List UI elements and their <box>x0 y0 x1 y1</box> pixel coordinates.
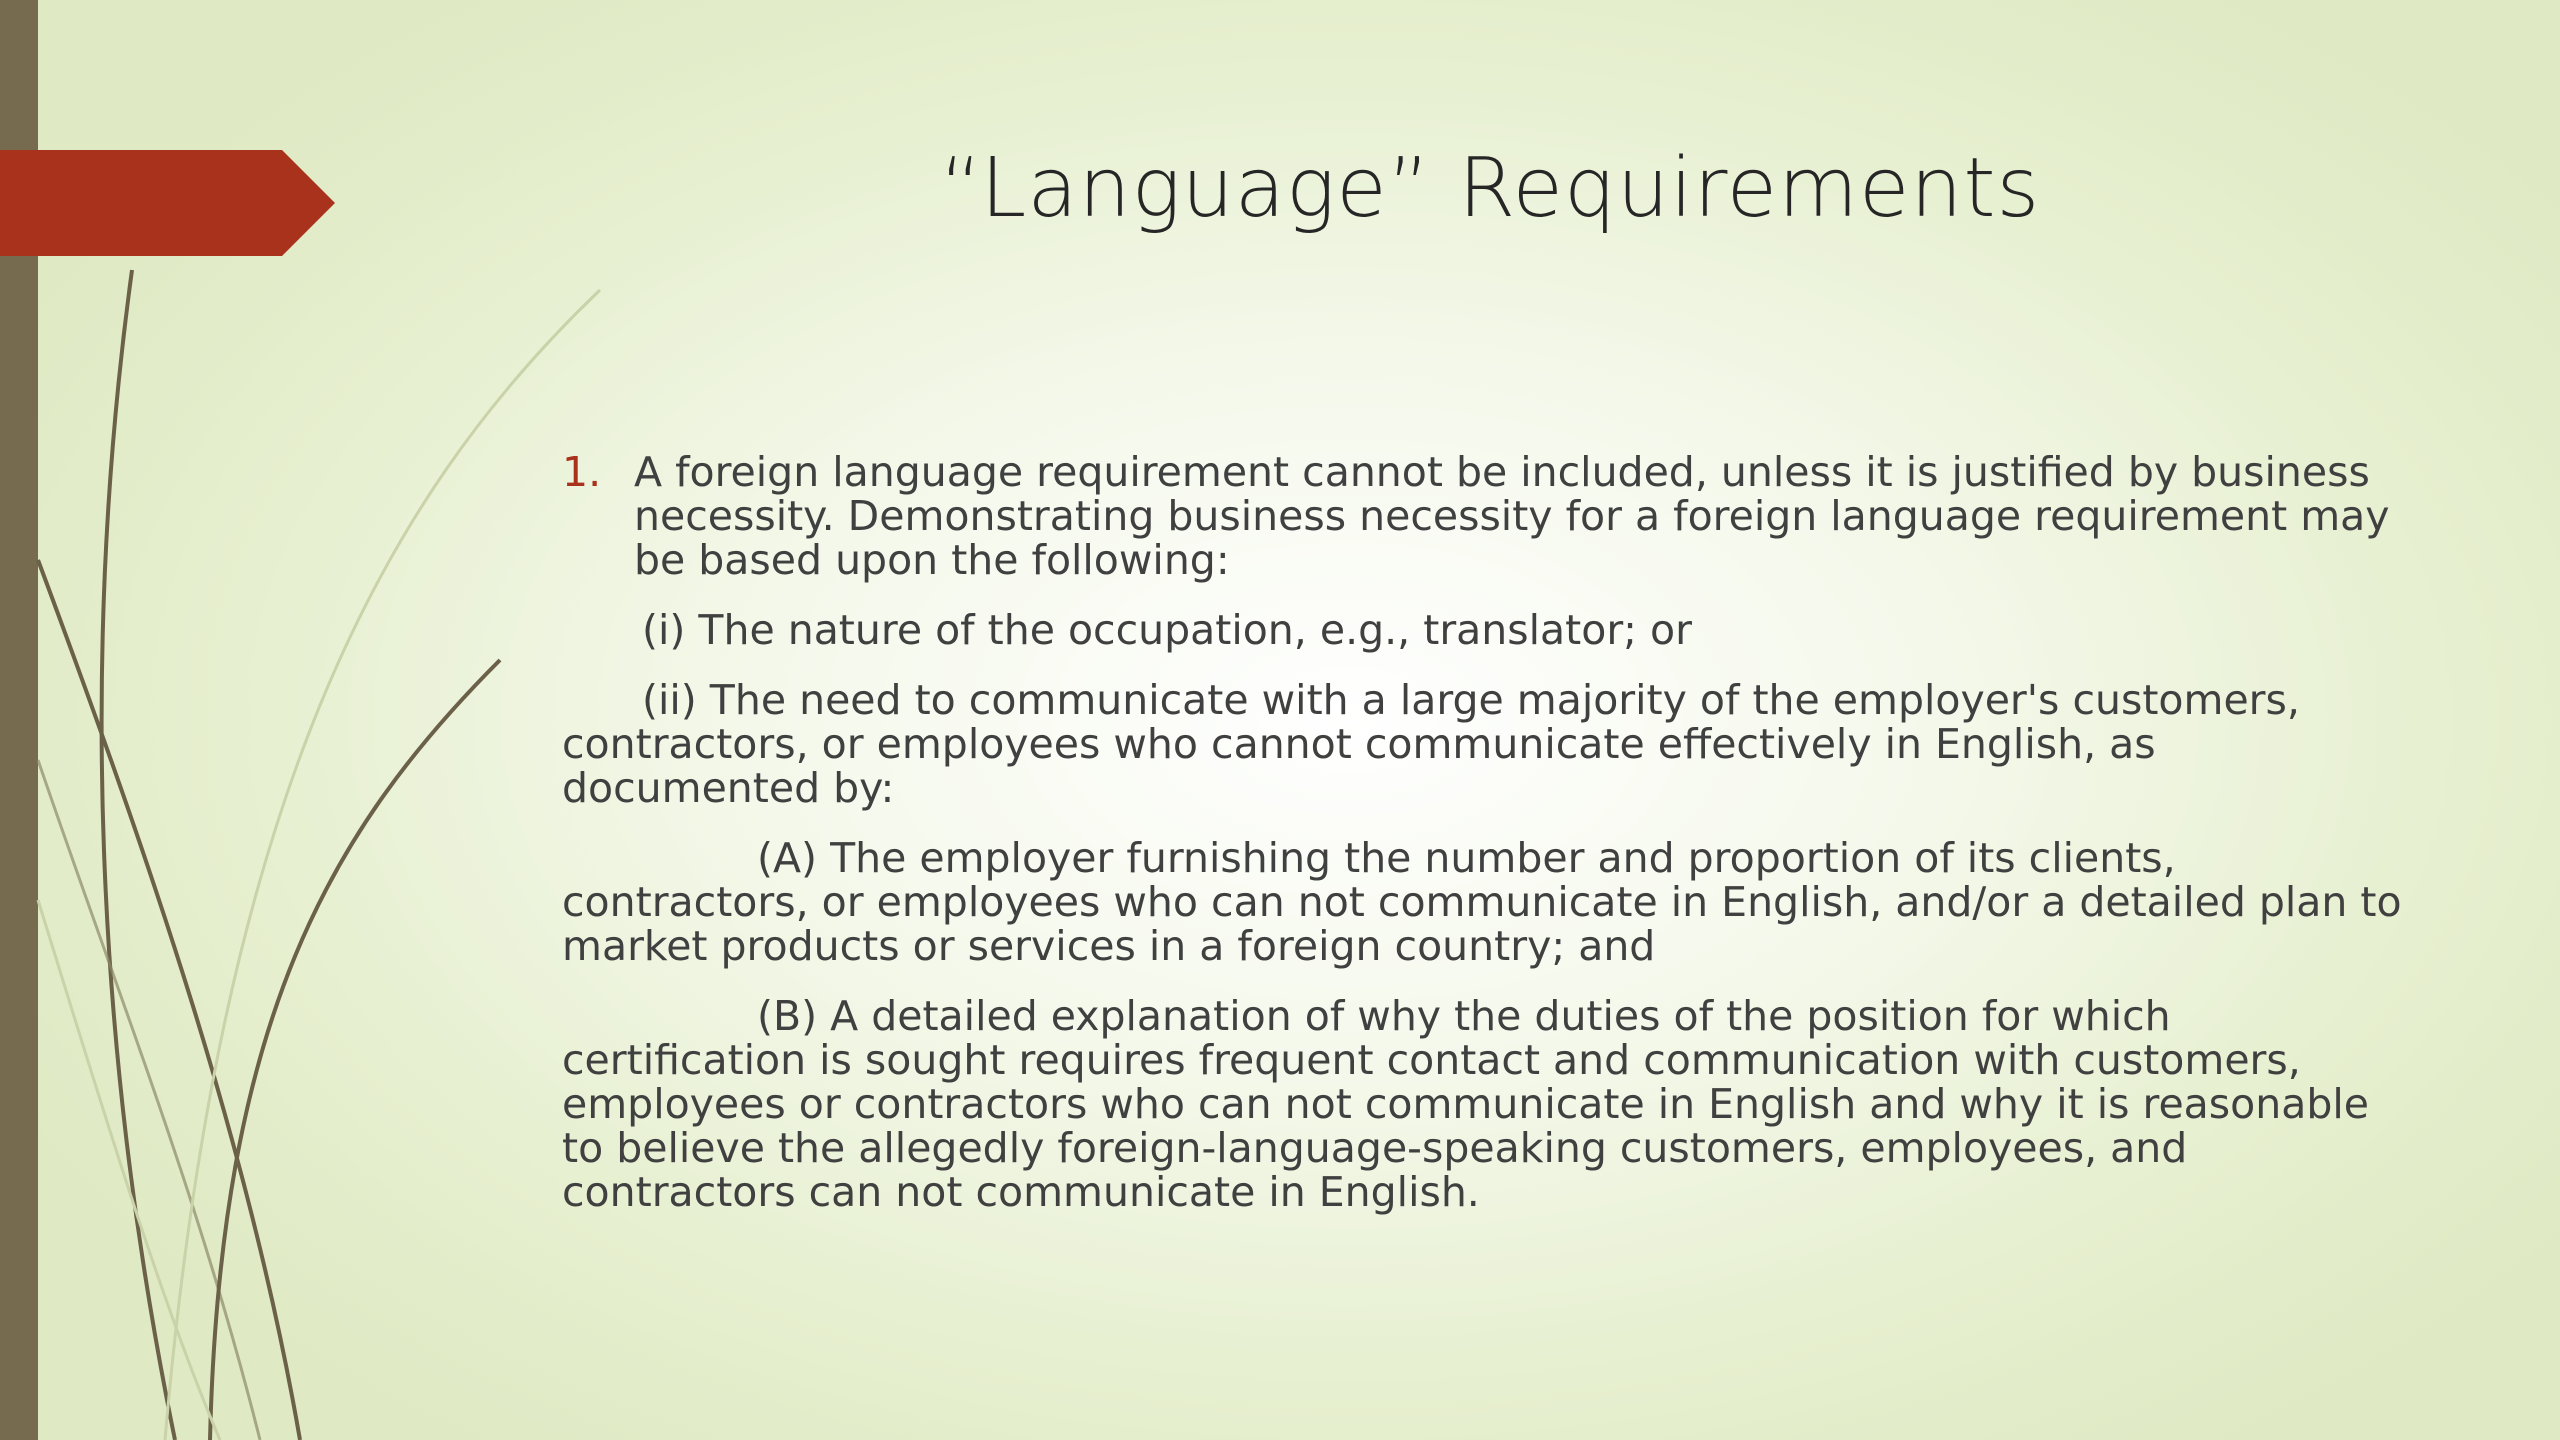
sub-item-i: (i) The nature of the occupation, e.g., translator; or <box>642 606 1692 654</box>
list-item-1 <box>562 450 2402 582</box>
slide-title: “Language” Requirements <box>939 141 2041 236</box>
slide-body <box>562 450 2402 1240</box>
sub-item-ii: (ii) The need to communicate with a large majority of the employer's customers, contractors, or employees who cannot communicate effectively in English, as documented by: <box>562 676 2300 812</box>
list-number: 1. <box>562 448 602 496</box>
list-item-text: A foreign language requirement cannot be included, unless it is justified by business necessity. Demonstrating business necessity for a foreign language requirement may be based upon the following: <box>634 448 2390 584</box>
sub-item-a: (A) The employer furnishing the number and proportion of its clients, contractors, or employees who can not communicate in English, and/or a detailed plan to market products or services in a foreign country; and <box>562 834 2402 970</box>
title-arrow-marker <box>0 0 340 1440</box>
sub-item-b: (B) A detailed explanation of why the duties of the position for which certification is sought requires frequent contact and communication with customers, employees or contractors who can not communicate in English and why it is reasonable to believe the allegedly foreign-language-speaking customers, employees, and contractors can not communicate in English. <box>562 992 2369 1216</box>
